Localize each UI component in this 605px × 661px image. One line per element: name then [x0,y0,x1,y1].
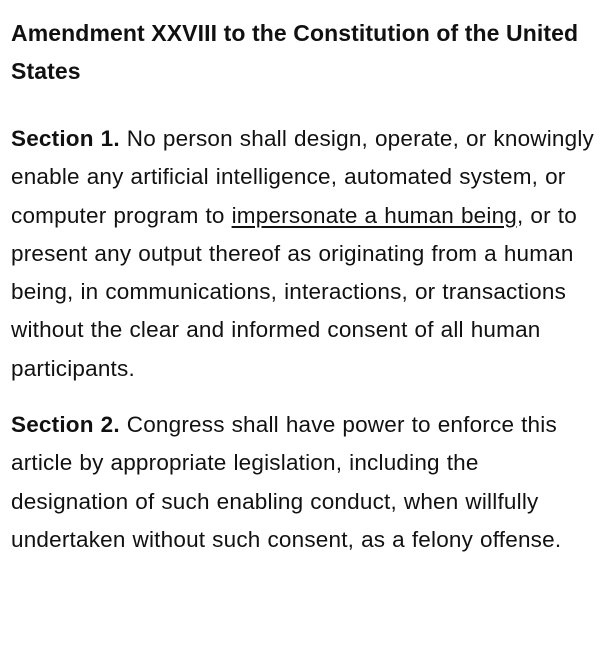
section-1-underlined-phrase: impersonate a human being [231,202,518,228]
document-title: Amendment XXVIII to the Constitution of the United States [11,20,579,84]
section-2-label: Section 2. [11,412,120,438]
section-1 [11,120,597,388]
section-1-label: Section 1. [11,126,120,151]
section-1-text-before: No person shall design, operate, or knowingly enable any artificial intelligence, automated system, or computer program to [11,126,595,228]
section-2-text: Congress shall have power to enforce this article by appropriate legislation, including the designation of such enabling conduct, when willfully undertaken without such consent, as a felony offense. [11,412,562,552]
section-2 [11,406,597,559]
section-1-text-after: , or to present any output thereof as originating from a human being, in communications, interactions, or transactions without the clear and informed consent of all human participants. [11,202,577,381]
